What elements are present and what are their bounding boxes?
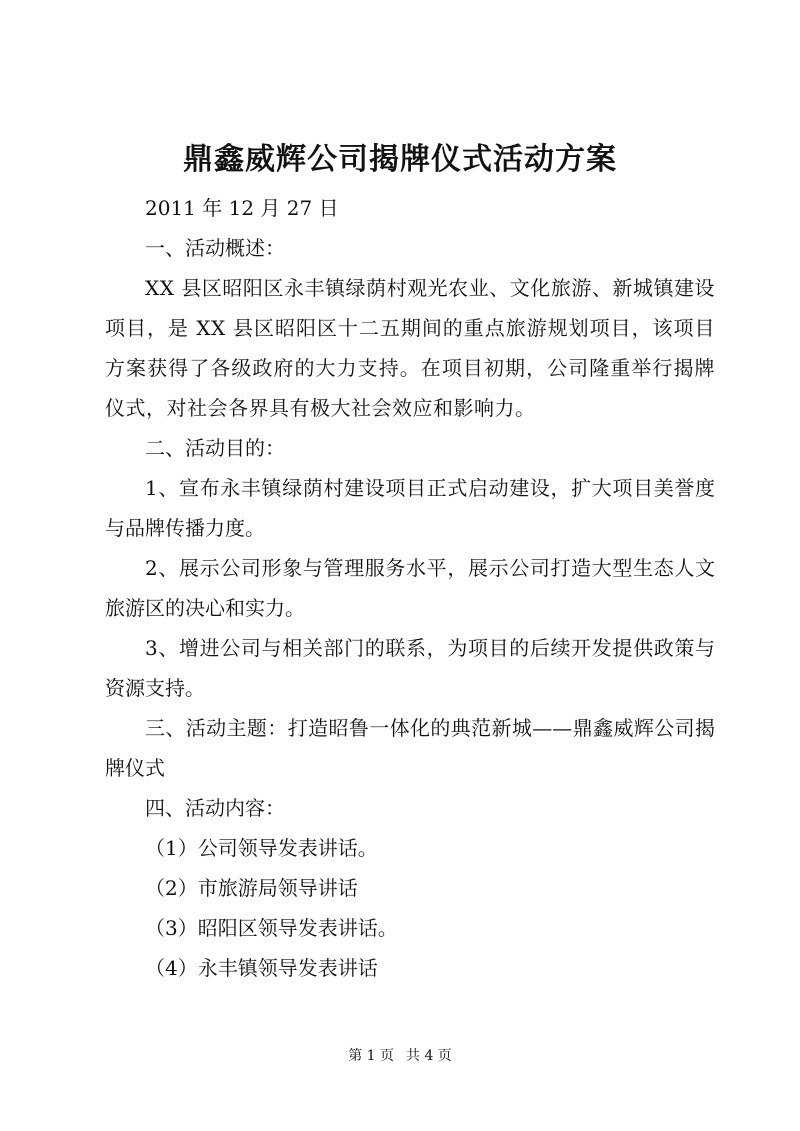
content-item-4: （4）永丰镇领导发表讲话 <box>145 956 378 980</box>
content-item-1: （1）公司领导发表讲话。 <box>145 836 378 860</box>
page-number: 第 1 页 <box>348 1048 394 1064</box>
section-heading-purpose: 二、活动目的： <box>145 436 285 460</box>
purpose-item-2: 2、展示公司形象与管理服务水平，展示公司打造大型生态人文旅游区的决心和实力。 <box>105 556 715 620</box>
section-heading-content: 四、活动内容： <box>145 796 285 820</box>
section-heading-overview: 一、活动概述： <box>145 236 285 260</box>
page-total: 共 4 页 <box>406 1048 452 1064</box>
content-item-3: （3）昭阳区领导发表讲话。 <box>145 916 398 940</box>
content-item-2: （2）市旅游局领导讲话 <box>145 876 358 900</box>
page-footer <box>0 1046 800 1066</box>
section-theme: 三、活动主题：打造昭鲁一体化的典范新城——鼎鑫威辉公司揭牌仪式 <box>105 716 715 780</box>
purpose-item-1: 1、宣布永丰镇绿荫村建设项目正式启动建设，扩大项目美誉度与品牌传播力度。 <box>105 476 715 540</box>
document-body <box>105 188 715 988</box>
purpose-item-3: 3、增进公司与相关部门的联系，为项目的后续开发提供政策与资源支持。 <box>105 636 715 700</box>
date-line: 2011 年 12 月 27 日 <box>145 196 339 220</box>
document-title: 鼎鑫威辉公司揭牌仪式活动方案 <box>183 142 617 177</box>
overview-paragraph: XX 县区昭阳区永丰镇绿荫村观光农业、文化旅游、新城镇建设项目，是 XX 县区昭阳区十二五期间的重点旅游规划项目，该项目方案获得了各级政府的大力支持。在项目初期，公司隆重举行揭牌仪式，对社会各界具有极大社会效应和影响力。 <box>105 276 715 420</box>
